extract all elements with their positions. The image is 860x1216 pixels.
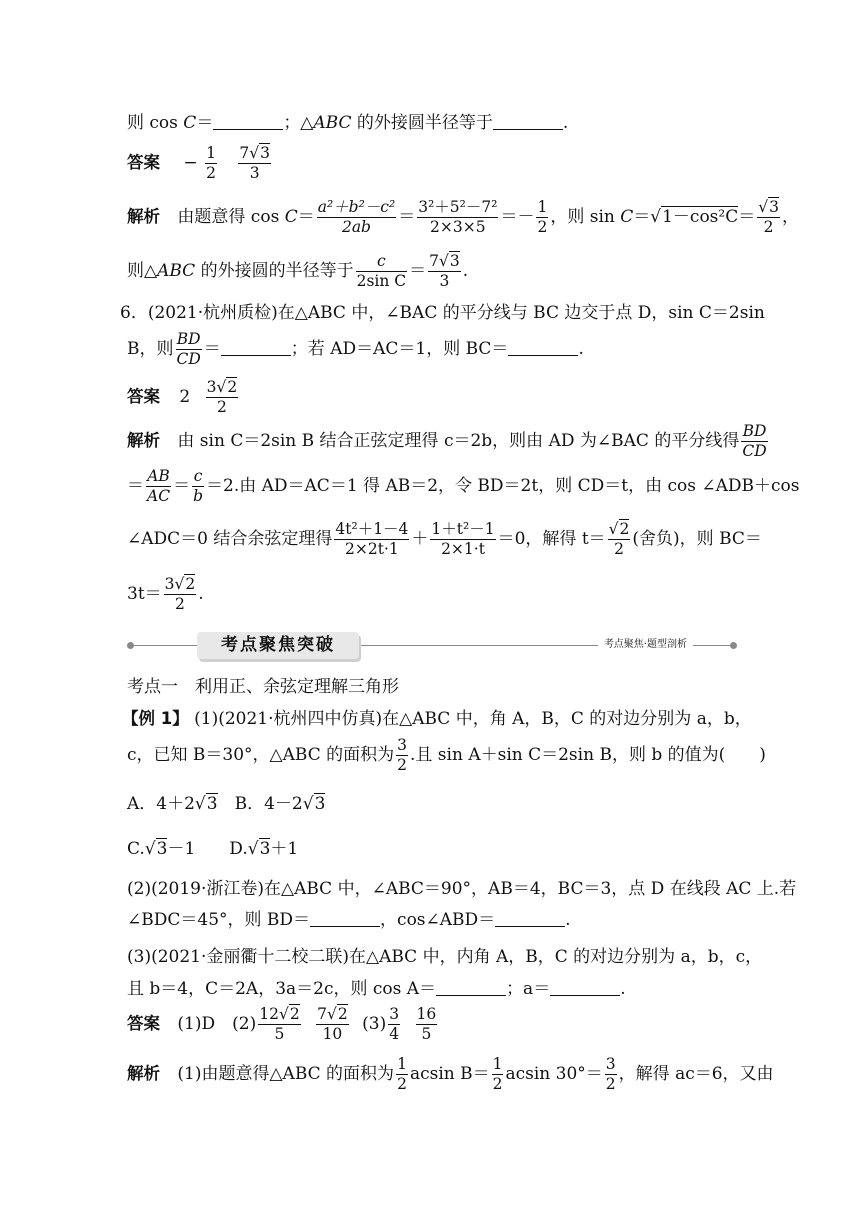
example-1-part-2: ∠BDC＝45°，则 BD＝ ，cos∠ABD＝ . [127, 910, 571, 930]
fraction: $\frac{1}{2}$ [537, 198, 548, 236]
solution-label: 解析 [127, 207, 160, 226]
banner-dot [730, 642, 737, 649]
fraction: $\frac{1}{2}$ [397, 1055, 407, 1093]
section-title: 考点聚焦突破 [197, 632, 359, 659]
fraction: $\frac{7√2}{10}$ [317, 1005, 348, 1043]
solution-line: 解析 由题意得 cos C＝ $\frac{\text{a²＋b²－c²}}{2ab}$ ＝ $\frac{\text{3²＋5²－7²}}{2\times 3\times 5}$ ＝－ $\frac{1}{2}$ ，则 sin C＝√1－cos²C＝ $\frac{√3}{2}$ ， [127, 198, 799, 236]
solution-line: ＝ $\frac{AB}{AC}$ ＝ $\frac{c}{b}$ ＝2.由 AD＝AC＝1 得 AB＝2，令 BD＝2t，则 CD＝t，由 cos ∠ADB＋cos [127, 467, 800, 505]
example-1-line: 【例 1】 (1)(2021·杭州四中仿真)在△ABC 中，角 A，B，C 的对边分别为 a，b， [122, 709, 752, 729]
example-1-part-3: 且 b＝4，C＝2A，3a＝2c，则 cos A＝ ；a＝ . [127, 979, 626, 999]
fraction: $\frac{\text{4t²＋1－4}}{2\times 2t\cdot 1}$ [335, 520, 409, 558]
fraction: $\frac{AB}{AC}$ [147, 467, 171, 505]
section-subtitle: 考点聚焦·题型剖析 [598, 636, 693, 654]
answer-blank [495, 910, 565, 927]
fraction: $\frac{16}{5}$ [416, 1005, 437, 1043]
answer-line: 答案 − $\frac{1}{2}$ $\frac{7√3}{3}$ [127, 144, 270, 182]
fraction: $\frac{7√3}{3}$ [429, 252, 460, 290]
answer-blank [221, 339, 291, 356]
fraction: $\frac{3√2}{2}$ [164, 575, 196, 613]
solution-line: 则△ABC 的外接圆的半径等于 $\frac{c}{\text{2sin C}}$ ＝ $\frac{7√3}{3}$ . [127, 252, 469, 290]
example-label: 【例 1】 [122, 709, 189, 728]
question-6-line: B，则 $\frac{BD}{CD}$ ＝ ；若 AD＝AC＝1，则 BC＝ . [127, 330, 584, 368]
choice-line: A．4＋2√3 B．4－2√3 [127, 794, 326, 814]
question-5-tail: 则 cos C＝ ；△ABC 的外接圆半径等于 . [127, 113, 569, 133]
solution-line: ∠ADC＝0 结合余弦定理得 $\frac{\text{4t²＋1－4}}{2\times 2t\cdot 1}$ ＋ $\frac{\text{1＋t²－1}}{2\times 1\cdot t}$ ＝0，解得 t＝ $\frac{√2}{2}$ (舍负)，则 BC＝ [127, 520, 762, 558]
banner-dot [127, 642, 134, 649]
fraction: $\frac{c}{b}$ [193, 467, 203, 505]
solution-label: 解析 [127, 1064, 160, 1083]
fraction: $\frac{3}{4}$ [389, 1005, 400, 1043]
fraction: $\frac{√2}{2}$ [608, 520, 630, 558]
fraction: $\frac{\text{1＋t²－1}}{2\times 1\cdot t}$ [431, 520, 495, 558]
section-banner [127, 631, 737, 661]
fraction: $\frac{\text{a²＋b²－c²}}{2ab}$ [317, 198, 396, 236]
fraction: $\frac{3}{2}$ [605, 1055, 616, 1093]
fraction: $\frac{12√2}{5}$ [259, 1005, 300, 1043]
question-6: 6．(2021·杭州质检)在△ABC 中，∠BAC 的平分线与 BC 边交于点 D，sin C＝2sin [120, 303, 765, 323]
solution-label: 解析 [127, 431, 160, 450]
example-1-part-2: (2)(2019·浙江卷)在△ABC 中，∠ABC＝90°，AB＝4，BC＝3，点 D 在线段 AC 上.若 [127, 879, 797, 899]
solution-line: 解析 由 sin C＝2sin B 结合正弦定理得 c＝2b，则由 AD 为∠BAC 的平分线得 $\frac{BD}{CD}$ [127, 422, 767, 460]
fraction: $\frac{7√3}{3}$ [239, 144, 270, 182]
choice-line: C.√3－1 D.√3＋1 [127, 839, 299, 859]
solution-line: 3t＝ $\frac{3√2}{2}$ . [127, 575, 204, 613]
answer-blank [550, 979, 620, 996]
fraction: $\frac{3√2}{2}$ [206, 378, 238, 416]
fraction: $\frac{c}{\text{2sin C}}$ [356, 252, 407, 290]
answer-line: 答案 2 $\frac{3√2}{2}$ [127, 378, 238, 416]
answer-blank [436, 979, 506, 996]
answer-blank [213, 113, 283, 130]
answer-label: 答案 [127, 387, 160, 406]
solution-line: 解析 (1)由题意得△ABC 的面积为 $\frac{1}{2}$ acsin B＝ $\frac{1}{2}$ acsin 30°＝ $\frac{3}{2}$ ，解得 ac＝6，又由 [127, 1055, 774, 1093]
answer-blank [493, 113, 563, 130]
answer-line: 答案 (1)D (2) $\frac{12√2}{5}$ $\frac{7√2}{10}$ (3) $\frac{3}{4}$ $\frac{16}{5}$ [127, 1005, 437, 1043]
fraction: $\frac{3}{2}$ [397, 736, 407, 774]
fraction: $\frac{\text{3²＋5²－7²}}{2\times 3\times 5}$ [418, 198, 498, 236]
fraction: $\frac{√3}{2}$ [758, 198, 779, 236]
example-1-line: c，已知 B＝30°，△ABC 的面积为 $\frac{3}{2}$ .且 sin A＋sin C＝2sin B，则 b 的值为( ) [127, 736, 766, 774]
answer-label: 答案 [127, 1014, 160, 1033]
example-1-part-3: (3)(2021·金丽衢十二校二联)在△ABC 中，内角 A，B，C 的对边分别为 a，b，c， [127, 947, 763, 967]
answer-label: 答案 [127, 153, 160, 172]
answer-blank [508, 339, 578, 356]
fraction: $\frac{BD}{CD}$ [176, 330, 201, 368]
fraction: $\frac{1}{2}$ [492, 1055, 503, 1093]
fraction: $\frac{1}{2}$ [206, 144, 216, 182]
fraction: $\frac{BD}{CD}$ [742, 422, 767, 460]
answer-blank [310, 910, 380, 927]
topic-heading: 考点一 利用正、余弦定理解三角形 [127, 677, 399, 697]
